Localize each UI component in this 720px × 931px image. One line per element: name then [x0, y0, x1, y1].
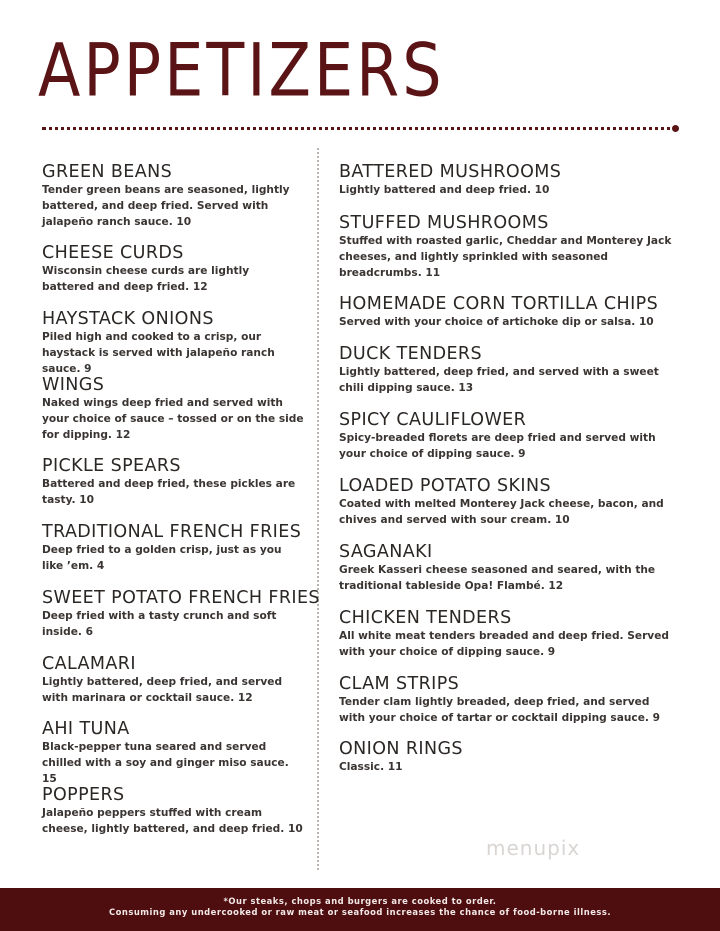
footer-line-1: *Our steaks, chops and burgers are cooked to order.: [223, 896, 497, 906]
item-name: SWEET POTATO FRENCH FRIES: [42, 588, 320, 608]
item-description: Tender green beans are seasoned, lightly battered, and deep fried. Served with jalapeño ranch sauce. 10: [42, 184, 290, 228]
item-description: Battered and deep fried, these pickles are tasty. 10: [42, 478, 296, 506]
item-description: Lightly battered and deep fried. 10: [339, 184, 550, 196]
menu-item: [42, 162, 304, 230]
item-name: CHEESE CURDS: [42, 243, 184, 263]
item-name: CALAMARI: [42, 654, 136, 674]
page-title: APPETIZERS: [38, 26, 445, 114]
item-name: HOMEMADE CORN TORTILLA CHIPS: [339, 294, 659, 314]
item-description: Naked wings deep fried and served with your choice of sauce – tossed or on the side for dipping. 12: [42, 397, 304, 441]
menu-item: [42, 309, 304, 377]
item-description: Spicy-breaded florets are deep fried and served with your choice of dipping sauce. 9: [339, 432, 656, 460]
footer-line-2: Consuming any undercooked or raw meat or seafood increases the chance of food-borne illness.: [108, 907, 612, 917]
item-description: Jalapeño peppers stuffed with cream cheese, lightly battered, and deep fried. 10: [42, 807, 303, 835]
item-name: TRADITIONAL FRENCH FRIES: [42, 522, 302, 542]
item-name: ONION RINGS: [339, 739, 463, 759]
divider-end-dot: [672, 125, 679, 132]
item-name: DUCK TENDERS: [339, 344, 482, 364]
menu-item: [339, 674, 679, 726]
item-name: LOADED POTATO SKINS: [339, 476, 551, 496]
item-description: Coated with melted Monterey Jack cheese, bacon, and chives and served with sour cream. 10: [339, 498, 664, 526]
menu-item: [339, 294, 679, 330]
item-name: SAGANAKI: [339, 542, 433, 562]
item-description: Deep fried to a golden crisp, just as you like ’em. 4: [42, 544, 282, 572]
menu-item: [339, 476, 679, 528]
menu-item: [42, 456, 304, 508]
item-description: Stuffed with roasted garlic, Cheddar and Monterey Jack cheeses, and lightly sprinkled with seasoned breadcrumbs. 11: [339, 235, 672, 279]
item-description: Classic. 11: [339, 761, 403, 773]
item-name: WINGS: [42, 375, 105, 395]
item-description: Greek Kasseri cheese seasoned and seared, with the traditional tableside Opa! Flambé. 12: [339, 564, 656, 592]
column-divider: [317, 148, 319, 870]
item-name: CHICKEN TENDERS: [339, 608, 512, 628]
footer-disclaimer: [0, 888, 720, 931]
menu-item: [339, 542, 679, 594]
item-name: BATTERED MUSHROOMS: [339, 162, 562, 182]
menu-item: [339, 410, 679, 462]
item-description: Wisconsin cheese curds are lightly battered and deep fried. 12: [42, 265, 250, 293]
menu-item: [42, 785, 304, 837]
menu-item: [42, 719, 304, 787]
item-name: HAYSTACK ONIONS: [42, 309, 214, 329]
watermark-logo: menupix: [486, 836, 581, 860]
item-description: Deep fried with a tasty crunch and soft inside. 6: [42, 610, 277, 638]
menu-item: [339, 213, 679, 281]
item-name: PICKLE SPEARS: [42, 456, 181, 476]
item-name: AHI TUNA: [42, 719, 130, 739]
item-description: Black-pepper tuna seared and served chilled with a soy and ginger miso sauce. 15: [42, 741, 289, 785]
item-name: GREEN BEANS: [42, 162, 173, 182]
title-divider: [42, 127, 678, 130]
menu-item: [42, 375, 304, 443]
item-description: Piled high and cooked to a crisp, our haystack is served with jalapeño ranch sauce. 9: [42, 331, 275, 375]
item-description: Tender clam lightly breaded, deep fried, and served with your choice of tartar or cocktail dipping sauce. 9: [339, 696, 660, 724]
item-name: SPICY CAULIFLOWER: [339, 410, 527, 430]
item-name: CLAM STRIPS: [339, 674, 460, 694]
menu-item: [42, 654, 304, 706]
item-name: POPPERS: [42, 785, 125, 805]
item-description: Lightly battered, deep fried, and served with marinara or cocktail sauce. 12: [42, 676, 283, 704]
item-description: All white meat tenders breaded and deep fried. Served with your choice of dipping sauce. 9: [339, 630, 669, 658]
menu-item: [339, 739, 679, 775]
menu-item: [339, 344, 679, 396]
menu-item: [42, 588, 320, 640]
menu-item: [339, 608, 679, 660]
item-name: STUFFED MUSHROOMS: [339, 213, 549, 233]
menu-item: [42, 522, 304, 574]
item-description: Lightly battered, deep fried, and served with a sweet chili dipping sauce. 13: [339, 366, 659, 394]
menu-item: [42, 243, 304, 295]
item-description: Served with your choice of artichoke dip or salsa. 10: [339, 316, 654, 328]
menu-item: [339, 162, 679, 198]
